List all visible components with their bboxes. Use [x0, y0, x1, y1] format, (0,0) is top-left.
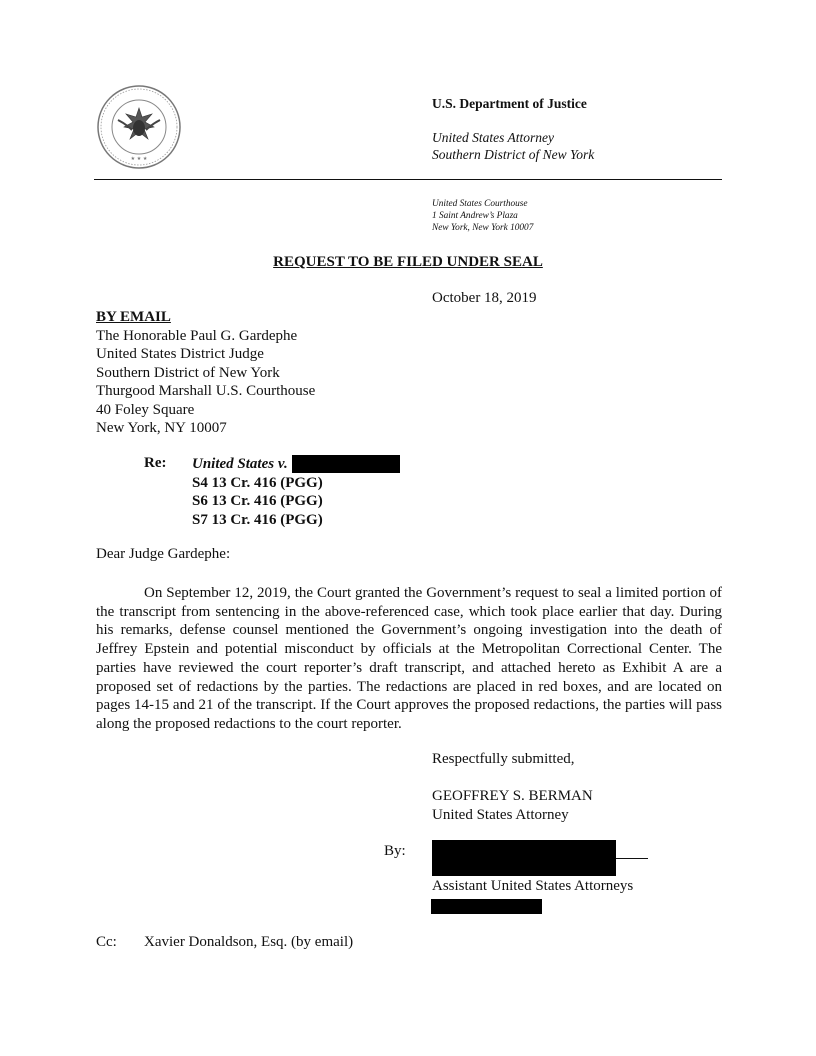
docket-number-2: S6 13 Cr. 416 (PGG)	[192, 493, 323, 509]
recipient-line-3: Southern District of New York	[96, 364, 280, 381]
delivery-method: BY EMAIL	[96, 309, 171, 325]
svg-text:★ ★ ★: ★ ★ ★	[130, 156, 148, 162]
seal-request-heading: REQUEST TO BE FILED UNDER SEAL	[273, 254, 543, 270]
body-paragraph: On September 12, 2019, the Court granted the Government’s request to seal a limited portion of the transcript from sentencing in the above-referenced case, which took place earlier that day. During his remarks, defense counsel mentioned the Government’s ongoing investigation into the death of Jeffrey Epstein and potential misconduct by officials at the Metropolitan Correctional Center. The parties have reviewed the court reporter’s draft transcript, and attached hereto as Exhibit A are a proposed set of redactions by the parties. The redactions are placed in red boxes, and are located on pages 14-15 and 21 of the transcript. If the Court approves the proposed redactions, the parties will pass along the proposed redactions to the court reporter.	[96, 585, 722, 732]
recipient-line-6: New York, NY 10007	[96, 420, 227, 436]
signer-title: United States Attorney	[432, 806, 569, 823]
address-line-3: New York, New York 10007	[432, 223, 534, 233]
recipient-line-1: The Honorable Paul G. Gardephe	[96, 327, 298, 344]
cc-label: Cc:	[96, 934, 117, 950]
letterhead	[432, 95, 594, 163]
salutation: Dear Judge Gardephe:	[96, 546, 231, 562]
office-line-1: United States Attorney	[432, 130, 554, 145]
re-label: Re:	[144, 455, 167, 471]
ausa-title: Assistant United States Attorneys	[432, 878, 634, 894]
docket-number-1: S4 13 Cr. 416 (PGG)	[192, 474, 323, 491]
closing: Respectfully submitted,	[432, 751, 575, 767]
recipient-line-2: United States District Judge	[96, 346, 264, 362]
letter-date: October 18, 2019	[432, 290, 537, 306]
case-name: United States v.	[192, 456, 288, 472]
letterhead-divider	[94, 179, 722, 180]
recipient-line-4: Thurgood Marshall U.S. Courthouse	[96, 383, 316, 399]
re-block	[192, 455, 400, 529]
redaction-box	[292, 455, 400, 473]
office-address	[432, 198, 533, 234]
recipient-block	[96, 308, 315, 438]
office-line-2: Southern District of New York	[432, 147, 595, 162]
cc-recipient: Xavier Donaldson, Esq. (by email)	[144, 934, 354, 950]
ausa-phone-redaction-box	[431, 899, 542, 914]
recipient-line-5: 40 Foley Square	[96, 401, 195, 418]
doj-seal-icon	[96, 84, 182, 170]
signature-line	[616, 858, 648, 859]
address-line-1: United States Courthouse	[432, 199, 528, 209]
by-label: By:	[384, 843, 406, 859]
signature-block	[432, 750, 593, 824]
docket-number-3: S7 13 Cr. 416 (PGG)	[192, 511, 323, 528]
department-name: U.S. Department of Justice	[432, 96, 587, 111]
signature-redaction-box	[432, 840, 616, 876]
signer-name: GEOFFREY S. BERMAN	[432, 788, 593, 804]
address-line-2: 1 Saint Andrew’s Plaza	[432, 211, 518, 221]
